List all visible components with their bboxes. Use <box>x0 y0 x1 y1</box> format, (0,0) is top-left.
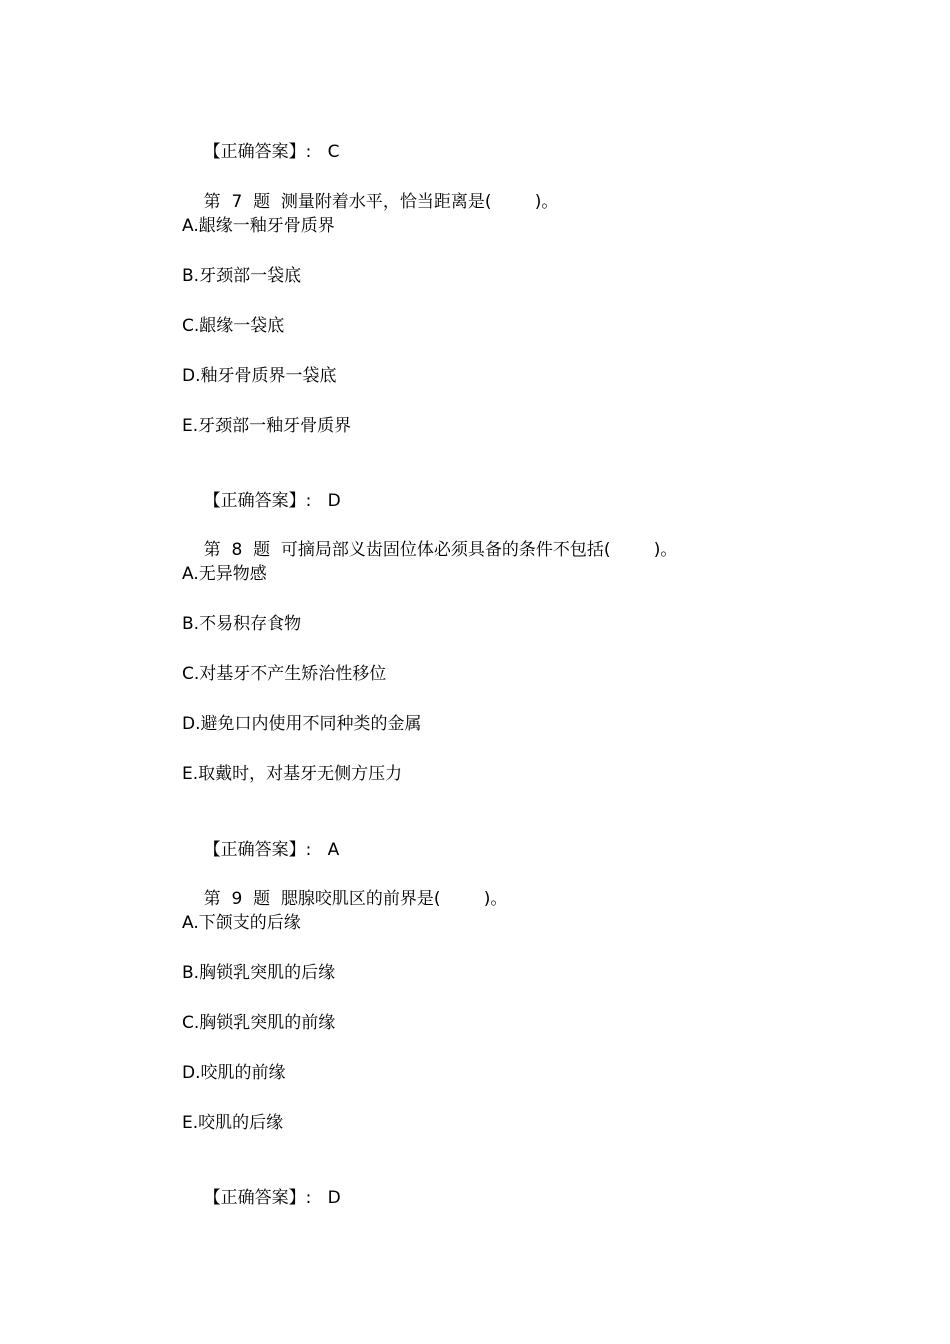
question-9-option-c: C.胸锁乳突肌的前缘 <box>182 1013 336 1033</box>
question-8-option-c: C.对基牙不产生矫治性移位 <box>182 664 387 684</box>
question-9-option-b: B.胸锁乳突肌的后缘 <box>182 963 336 983</box>
answer-line-q9 <box>182 1159 341 1208</box>
answer-label: 【正确答案】: <box>203 840 312 860</box>
question-8-option-e: E.取戴时，对基牙无侧方压力 <box>182 764 403 784</box>
question-number: 9 <box>231 889 243 909</box>
question-8-option-b: B.不易积存食物 <box>182 614 302 634</box>
answer-label: 【正确答案】: <box>203 1188 312 1208</box>
question-number: 7 <box>231 192 243 212</box>
question-8-option-d: D.避免口内使用不同种类的金属 <box>182 714 422 734</box>
question-7-stem: 第 7 题 测量附着水平，恰当距离是( )。 <box>203 192 559 212</box>
question-7-option-e: E.牙颈部一釉牙骨质界 <box>182 416 352 436</box>
question-9-stem: 第 9 题 腮腺咬肌区的前界是( )。 <box>203 889 508 909</box>
answer-line-q7 <box>182 462 341 511</box>
answer-value: A <box>327 840 340 860</box>
question-7-option-d: D.釉牙骨质界一袋底 <box>182 366 337 386</box>
answer-value: D <box>327 1188 341 1208</box>
question-text: 腮腺咬肌区的前界是( )。 <box>280 889 508 909</box>
question-9-option-a: A.下颌支的后缘 <box>182 913 301 933</box>
answer-value: C <box>327 142 340 162</box>
question-number: 8 <box>231 540 243 560</box>
question-8-stem: 第 8 题 可摘局部义齿固位体必须具备的条件不包括( )。 <box>203 540 678 560</box>
question-7-option-a: A.龈缘一釉牙骨质界 <box>182 216 335 236</box>
question-text: 测量附着水平，恰当距离是( )。 <box>280 192 559 212</box>
question-9-option-d: D.咬肌的前缘 <box>182 1063 286 1083</box>
answer-label: 【正确答案】: <box>203 142 312 162</box>
answer-label: 【正确答案】: <box>203 491 312 511</box>
question-8-option-a: A.无异物感 <box>182 564 267 584</box>
answer-line-q6 <box>182 113 340 162</box>
answer-line-q8 <box>182 811 340 860</box>
question-text: 可摘局部义齿固位体必须具备的条件不包括( )。 <box>280 540 678 560</box>
question-7-option-b: B.牙颈部一袋底 <box>182 266 302 286</box>
question-9-option-e: E.咬肌的后缘 <box>182 1113 284 1133</box>
question-7-option-c: C.龈缘一袋底 <box>182 316 285 336</box>
answer-value: D <box>327 491 341 511</box>
